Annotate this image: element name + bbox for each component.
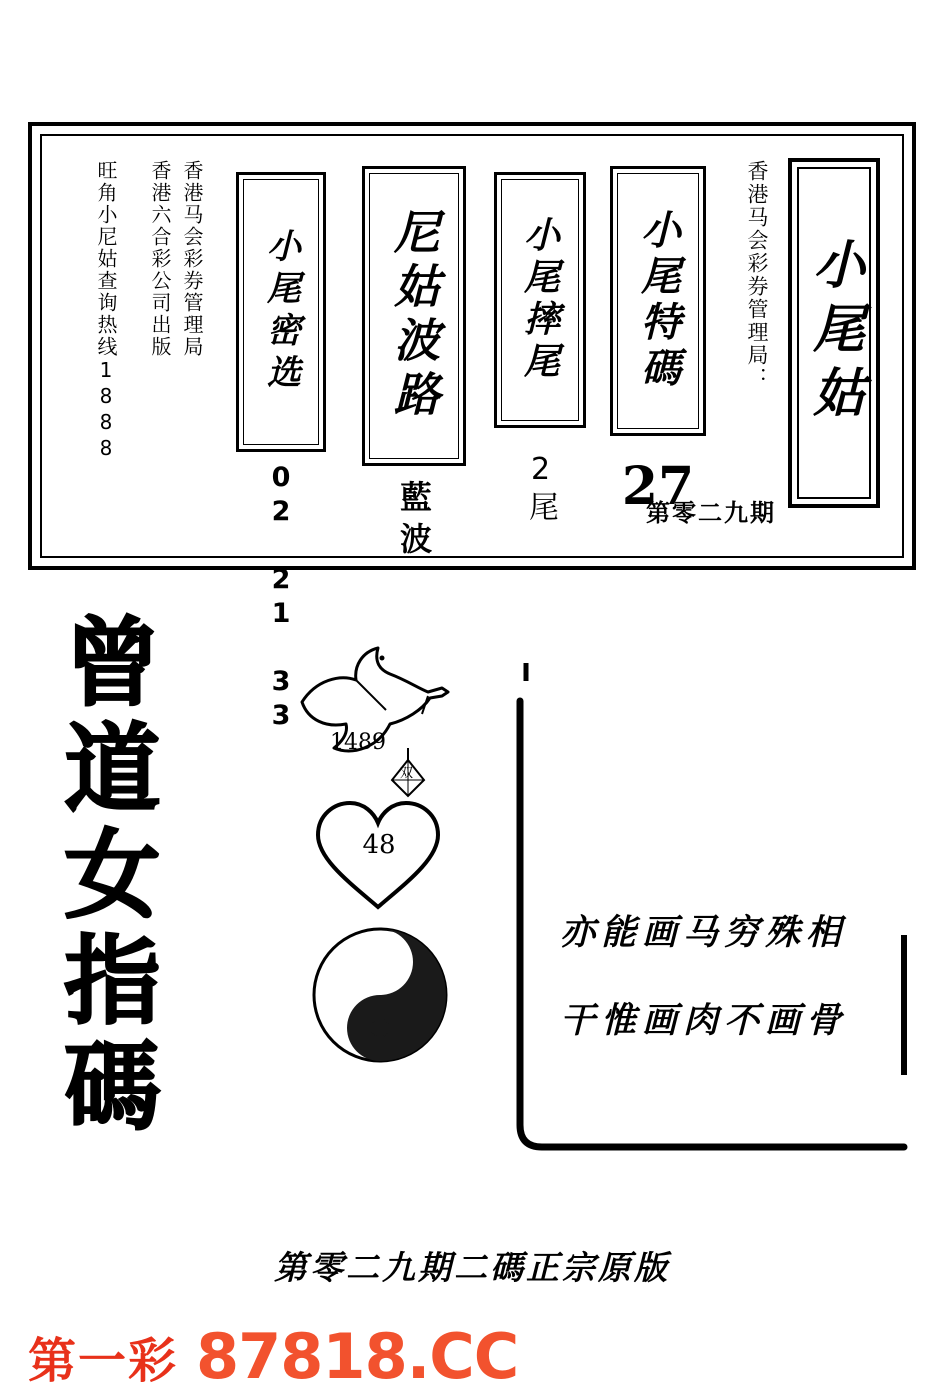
brand-url[interactable]: 87818.CC: [196, 1320, 519, 1393]
card-bolu-inner: [369, 173, 459, 459]
footer-caption: 第零二九期二碼正宗原版: [274, 1248, 670, 1287]
card-wei-value-wrap: [494, 452, 586, 533]
card-tema-label: 小尾特碼: [634, 209, 682, 393]
card-mixuan: [236, 172, 326, 452]
banner-left-line-2: 香港六合彩公司出版: [148, 160, 172, 358]
card-wei-label: 小尾摔尾: [518, 216, 561, 384]
poem-block: [560, 905, 930, 1081]
brand-name: 第一彩: [28, 1333, 179, 1389]
card-bolu: [362, 166, 466, 466]
banner-left-line-1: 香港马会彩券管理局: [180, 160, 204, 358]
card-bolu-value-wrap: [362, 480, 466, 568]
pendant-number: 双: [400, 766, 414, 781]
heart-number: 48: [362, 830, 396, 860]
card-mixuan-value: 02 21 33: [265, 462, 297, 734]
top-banner: [28, 122, 916, 734]
banner-title: 小尾姑: [803, 237, 865, 429]
card-wei-inner: [501, 179, 579, 421]
poem-line-1: 亦能画马穷殊相: [560, 912, 848, 953]
card-bolu-value: 藍波: [395, 480, 433, 564]
symbol-column: [282, 640, 482, 1090]
banner-left-line-3: 旺角小尼姑查询热线1888: [94, 160, 118, 462]
poem-line-2: 干惟画肉不画骨: [560, 1000, 848, 1041]
card-wei-value: 2尾: [523, 452, 558, 525]
card-mixuan-inner: [243, 179, 319, 445]
card-bolu-label: 尼姑波路: [387, 208, 441, 424]
main-title: 曾道女指碼: [48, 612, 162, 1142]
card-tema-value: 27: [621, 456, 695, 517]
card-mixuan-label: 小尾密选: [260, 228, 301, 396]
dove-number: 1489: [330, 730, 386, 755]
card-wei: [494, 172, 586, 428]
banner-title-box-inner: [797, 167, 871, 499]
card-tema: [610, 166, 706, 436]
banner-issue-label: 第零二九期: [646, 498, 776, 527]
yinyang-number: 23: [357, 938, 389, 966]
banner-title-box: [788, 158, 880, 508]
top-banner-inner-border: [40, 134, 904, 734]
card-tema-inner: [617, 173, 699, 429]
brand-block: [28, 1320, 518, 1393]
banner-org-label: 香港马会彩券管理局：: [745, 160, 769, 390]
